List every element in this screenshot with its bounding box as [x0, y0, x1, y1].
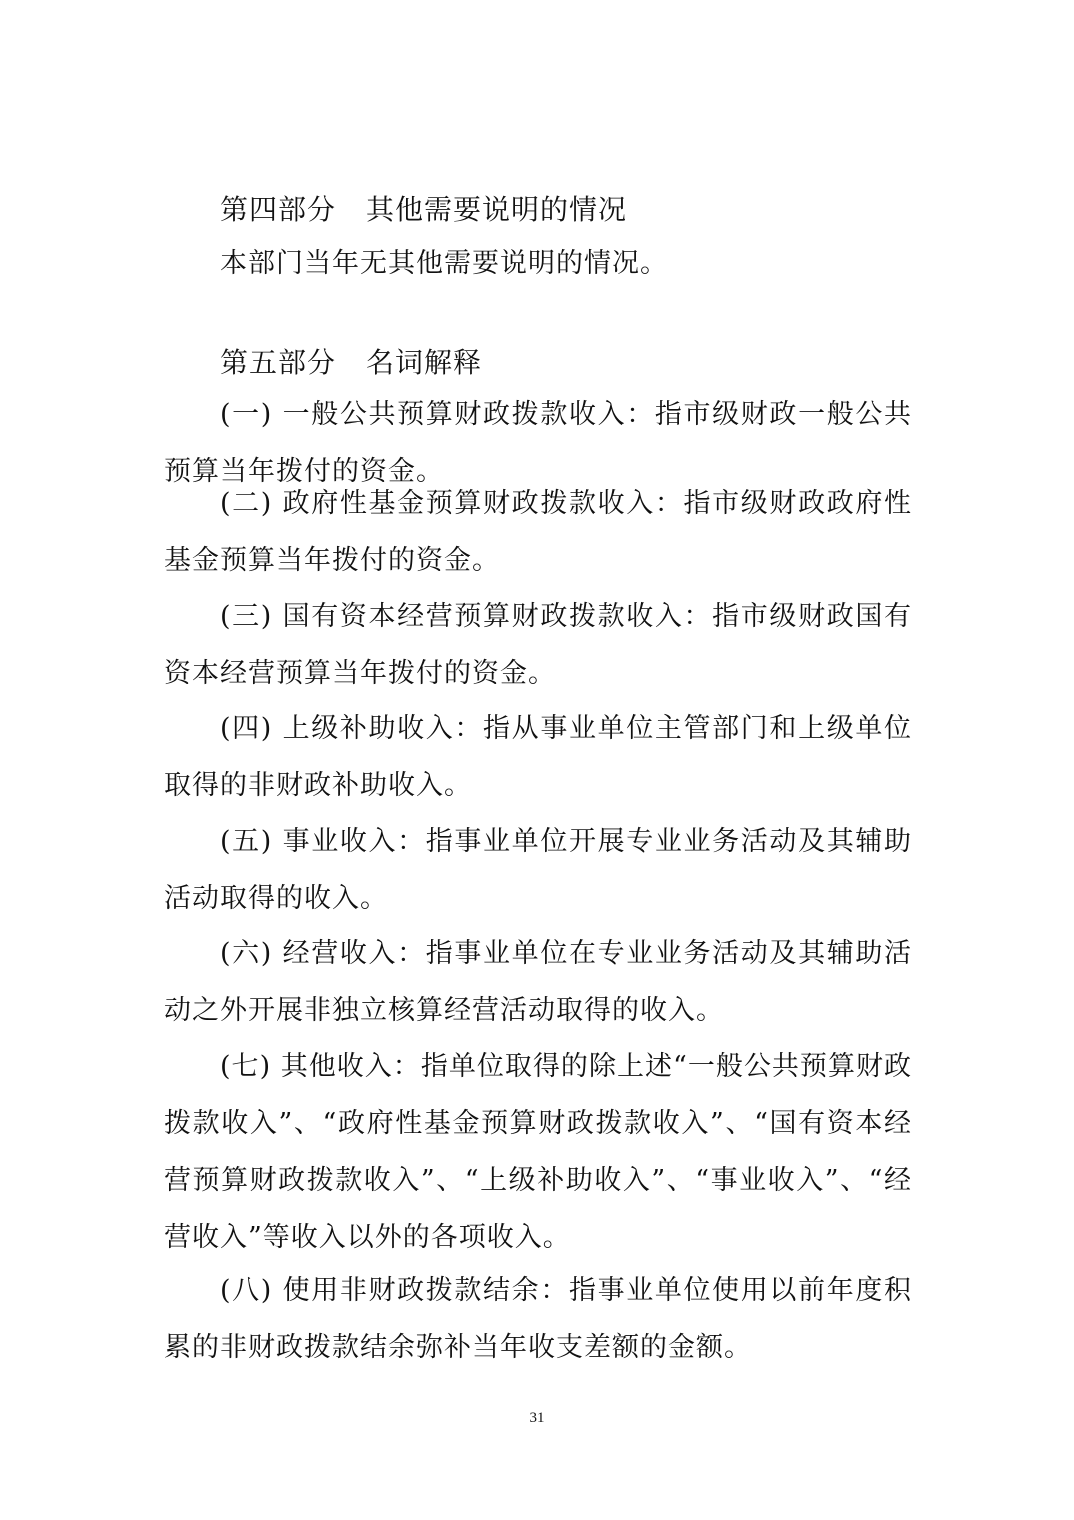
- definition-7: (七) 其他收入：指单位取得的除上述“一般公共预算财政拨款收入”、“政府性基金预算财政拨款收入”、“国有资本经营预算财政拨款收入”、“上级补助收入”、“事业收入”、“经营收入”等收入以外的各项收入。: [164, 1051, 912, 1253]
- definition-4: (四) 上级补助收入：指从事业单位主管部门和上级单位取得的非财政补助收入。: [164, 713, 912, 801]
- definition-1: (一) 一般公共预算财政拨款收入：指市级财政一般公共预算当年拨付的资金。: [164, 399, 912, 487]
- section-5-number: 第五部分: [220, 346, 337, 379]
- definition-3: (三) 国有资本经营预算财政拨款收入：指市级财政国有资本经营预算当年拨付的资金。: [164, 601, 912, 689]
- section-4-body: 本部门当年无其他需要说明的情况。: [220, 248, 668, 279]
- section-4-heading: [220, 190, 627, 230]
- definition-6: (六) 经营收入：指事业单位在专业业务活动及其辅助活动之外开展非独立核算经营活动取得的收入。: [164, 938, 912, 1026]
- section-5-heading: [220, 343, 482, 383]
- definition-2: (二) 政府性基金预算财政拨款收入：指市级财政政府性基金预算当年拨付的资金。: [164, 488, 912, 576]
- section-4-number: 第四部分: [220, 193, 337, 226]
- section-4-title: 其他需要说明的情况: [366, 193, 628, 226]
- section-5-title: 名词解释: [366, 346, 483, 379]
- definition-5: (五) 事业收入：指事业单位开展专业业务活动及其辅助活动取得的收入。: [164, 826, 912, 914]
- page-number: 31: [529, 1410, 545, 1426]
- definition-8: (八) 使用非财政拨款结余：指事业单位使用以前年度积累的非财政拨款结余弥补当年收支差额的金额。: [164, 1275, 912, 1363]
